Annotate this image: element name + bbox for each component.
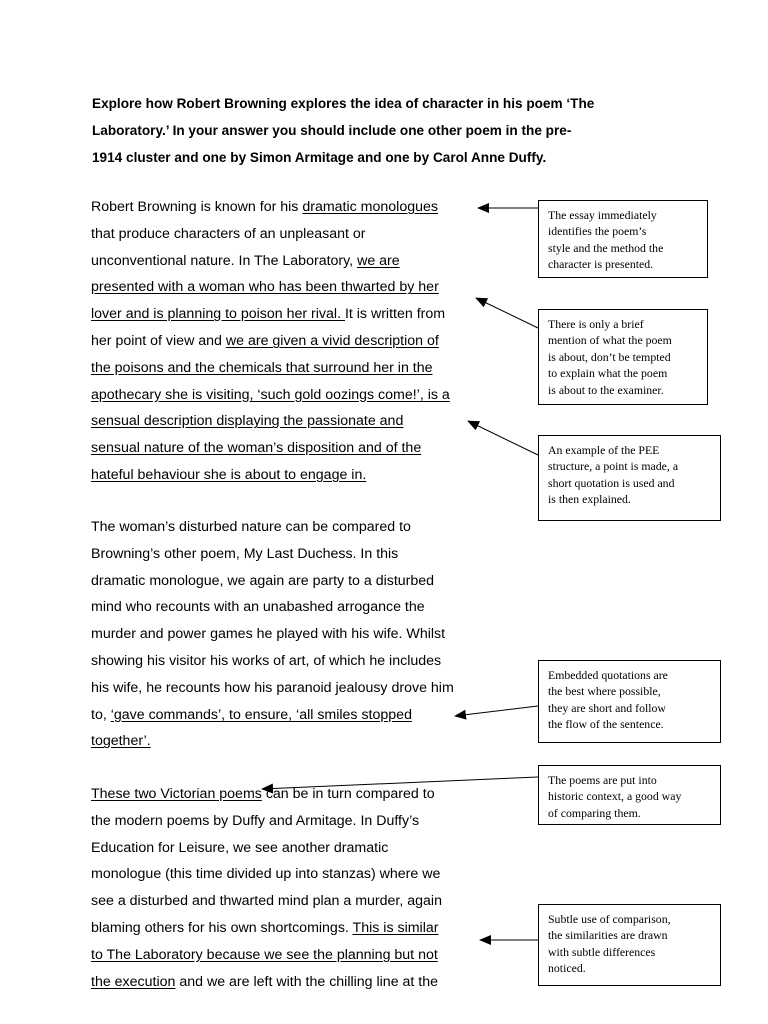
- underlined-text: to The Laboratory because we see the planning but not: [91, 946, 438, 963]
- underlined-text: apothecary she is visiting, ‘such gold oozings come!’, is a: [91, 386, 450, 403]
- arrow-3: [468, 421, 538, 455]
- line-text: unconventional nature. In The Laboratory,: [91, 252, 358, 269]
- line-text: The woman’s disturbed nature can be compared to: [91, 519, 411, 535]
- underlined-text: together’.: [91, 733, 151, 750]
- annotation-line: is about to the examiner.: [548, 382, 664, 397]
- annotation-line: style and the method the: [548, 240, 664, 255]
- annotation-line: to explain what the poem: [548, 366, 668, 381]
- line-text: mind who recounts with an unabashed arrogance the: [91, 599, 425, 616]
- underlined-text: hateful behaviour she is about to engage in.: [91, 466, 367, 483]
- underlined-text: sensual nature of the woman’s disposition and of the: [91, 440, 422, 457]
- line-text: murder and power games he played with his wife. Whilst: [91, 626, 446, 643]
- annotation-line: the flow of the sentence.: [548, 717, 664, 732]
- annotation-line: Embedded quotations are: [548, 668, 668, 682]
- annotation-line: mention of what the poem: [548, 333, 672, 348]
- annotation-line: short quotation is used and: [548, 475, 675, 490]
- line-text: to,: [91, 706, 111, 723]
- line-text: Robert Browning is known for his: [91, 199, 303, 215]
- underlined-text: the execution: [91, 973, 176, 990]
- line-text: and we are left with the chilling line at the: [175, 973, 439, 990]
- annotation-line: The poems are put into: [548, 773, 657, 787]
- annotation-line: with subtle differences: [548, 944, 656, 959]
- line-text: dramatic monologue, we again are party to a disturbed: [91, 572, 435, 589]
- annotation-line: The essay immediately: [548, 208, 657, 222]
- annotation-line: of comparing them.: [548, 805, 641, 820]
- line-text: Browning’s other poem, My Last Duchess. In this: [91, 545, 399, 562]
- line-text: blaming others for his own shortcomings.: [91, 919, 353, 936]
- underlined-text: These two Victorian poems: [91, 786, 262, 802]
- underlined-text: we are given a vivid description of: [225, 332, 439, 349]
- annotation-line: they are short and follow: [548, 700, 666, 715]
- annotation-line: identifies the poem’s: [548, 224, 647, 239]
- line-text: It is written from: [344, 306, 446, 323]
- line-text: her point of view and: [91, 332, 226, 349]
- question-line: Laboratory.’ In your answer you should include one other poem in the pre-: [92, 123, 572, 138]
- arrow-5: [262, 777, 538, 789]
- annotation-line: historic context, a good way: [548, 789, 682, 804]
- question-line: 1914 cluster and one by Simon Armitage and one by Carol Anne Duffy.: [92, 150, 547, 165]
- underlined-text: ‘gave commands’, to ensure, ‘all smiles stopped: [110, 706, 412, 723]
- annotation-line: structure, a point is made, a: [548, 459, 679, 474]
- annotation-line: character is presented.: [548, 257, 654, 272]
- line-text: that produce characters of an unpleasant or: [91, 225, 366, 242]
- annotation-line: is about, don’t be tempted: [548, 349, 671, 364]
- question-line: Explore how Robert Browning explores the idea of character in his poem ‘The: [92, 96, 595, 111]
- underlined-text: dramatic monologues: [302, 199, 438, 215]
- annotation-line: There is only a brief: [548, 317, 644, 331]
- annotation-line: the best where possible,: [548, 684, 661, 699]
- line-text: Education for Leisure, we see another dramatic: [91, 839, 389, 856]
- underlined-text: the poisons and the chemicals that surround her in the: [91, 359, 433, 376]
- annotation-line: noticed.: [548, 961, 586, 976]
- line-text: can be in turn compared to: [261, 786, 435, 802]
- underlined-text: lover and is planning to poison her rival.: [91, 306, 345, 323]
- line-text: showing his visitor his works of art, of which he includes: [91, 652, 442, 669]
- annotation-line: is then explained.: [548, 492, 631, 507]
- annotation-line: An example of the PEE: [548, 443, 660, 457]
- underlined-text: This is similar: [352, 919, 439, 936]
- line-text: the modern poems by Duffy and Armitage. In Duffy’s: [91, 812, 420, 829]
- underlined-text: presented with a woman who has been thwarted by her: [91, 279, 439, 296]
- arrow-2: [476, 298, 538, 328]
- annotation-line: the similarities are drawn: [548, 928, 668, 943]
- line-text: his wife, he recounts how his paranoid jealousy drove him: [91, 679, 454, 696]
- annotation-line: Subtle use of comparison,: [548, 912, 671, 926]
- underlined-text: we are: [357, 252, 400, 269]
- arrow-4: [455, 706, 538, 716]
- line-text: monologue (this time divided up into stanzas) where we: [91, 866, 441, 883]
- line-text: see a disturbed and thwarted mind plan a murder, again: [91, 893, 442, 910]
- underlined-text: sensual description displaying the passionate and: [91, 413, 404, 430]
